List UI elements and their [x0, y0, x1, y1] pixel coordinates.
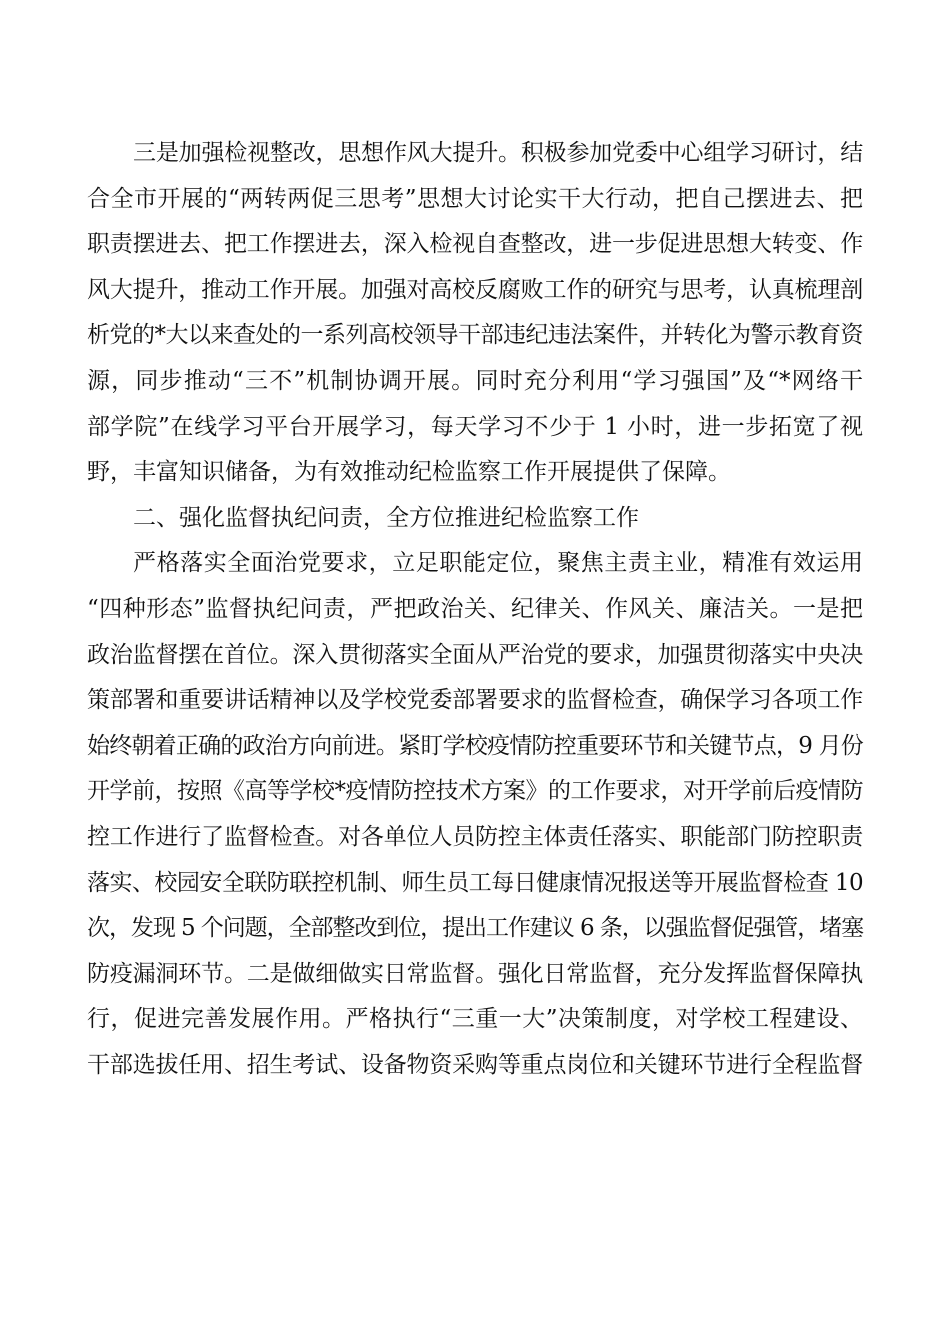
text-line: 落实、校园安全联防联控机制、师生员工每日健康情况报送等开展监督检查 10	[87, 869, 863, 896]
paragraph-inspection-rectification	[87, 131, 863, 496]
text-line: 干部选拔任用、招生考试、设备物资采购等重点岗位和关键环节进行全程监督	[87, 1051, 863, 1078]
text-line: 次，发现 5 个问题，全部整改到位，提出工作建议 6 条，以强监督促强管，堵塞	[87, 915, 863, 942]
text-line: 始终朝着正确的政治方向前进。紧盯学校疫情防控重要环节和关键节点，9 月份	[87, 732, 863, 759]
section-heading	[87, 496, 863, 542]
text-line: 严格落实全面治党要求，立足职能定位，聚焦主责主业，精准有效运用	[133, 550, 863, 577]
document-body	[87, 131, 863, 1088]
text-line: 部学院”在线学习平台开展学习，每天学习不少于 1 小时，进一步拓宽了视	[87, 413, 863, 440]
text-line: 风大提升，推动工作开展。加强对高校反腐败工作的研究与思考，认真梳理剖	[87, 276, 863, 303]
text-line: 野，丰富知识储备，为有效推动纪检监察工作开展提供了保障。	[87, 459, 731, 486]
text-line: “四种形态”监督执纪问责，严把政治关、纪律关、作风关、廉洁关。一是把	[87, 595, 863, 622]
text-line: 源，同步推动“三不”机制协调开展。同时充分利用“学习强国”及“*网络干	[87, 367, 863, 394]
text-line: 政治监督摆在首位。深入贯彻落实全面从严治党的要求，加强贯彻落实中央决	[87, 641, 863, 668]
text-line: 开学前，按照《高等学校*疫情防控技术方案》的工作要求，对开学前后疫情防	[87, 778, 863, 805]
paragraph-supervision-discipline	[87, 541, 863, 1088]
section-heading-text: 二、强化监督执纪问责，全方位推进纪检监察工作	[133, 504, 639, 531]
text-line: 防疫漏洞环节。二是做细做实日常监督。强化日常监督，充分发挥监督保障执	[87, 960, 863, 987]
text-line: 析党的*大以来查处的一系列高校领导干部违纪违法案件，并转化为警示教育资	[87, 322, 863, 349]
text-line: 三是加强检视整改，思想作风大提升。积极参加党委中心组学习研讨，结	[133, 140, 863, 166]
text-line: 职责摆进去、把工作摆进去，深入检视自查整改，进一步促进思想大转变、作	[87, 231, 863, 258]
text-line: 控工作进行了监督检查。对各单位人员防控主体责任落实、职能部门防控职责	[87, 823, 863, 850]
text-line: 合全市开展的“两转两促三思考”思想大讨论实干大行动，把自己摆进去、把	[87, 185, 863, 212]
text-line: 策部署和重要讲话精神以及学校党委部署要求的监督检查，确保学习各项工作	[87, 687, 863, 714]
text-line: 行，促进完善发展作用。严格执行“三重一大”决策制度，对学校工程建设、	[87, 1006, 863, 1033]
